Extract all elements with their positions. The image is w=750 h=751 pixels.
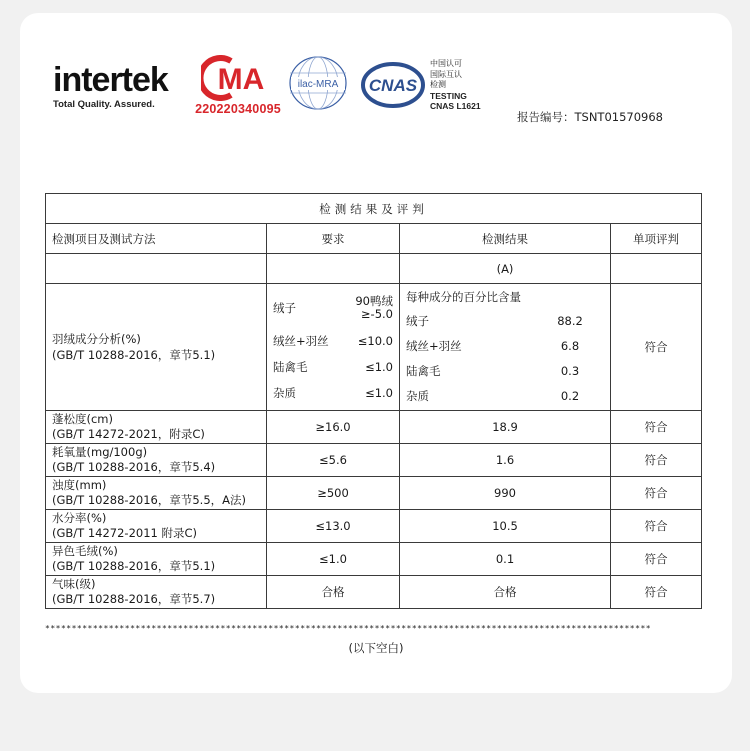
item-name: 蓬松度(cm) bbox=[52, 412, 113, 426]
result-line bbox=[406, 333, 604, 358]
item-method: (GB/T 10288-2016，章节5.1) bbox=[52, 559, 216, 573]
requirement-cell bbox=[267, 284, 400, 411]
cnas-mark-text: CNAS bbox=[368, 76, 418, 95]
column-header-item: 检测项目及测试方法 bbox=[46, 224, 267, 254]
sample-blank-cell bbox=[611, 254, 702, 284]
table-row bbox=[46, 411, 702, 444]
requirement-cell: ≥16.0 bbox=[267, 411, 400, 444]
column-header-requirement: 要求 bbox=[267, 224, 400, 254]
item-name: 羽绒成分分析(%) bbox=[52, 332, 141, 346]
separator-line: ****************************************************************************************************************** bbox=[45, 624, 652, 633]
requirement-list bbox=[273, 288, 399, 406]
intertek-logo bbox=[53, 63, 168, 110]
result-name: 绒丝+羽丝 bbox=[406, 338, 462, 353]
result-cell: 0.1 bbox=[400, 543, 611, 576]
result-cell: 1.6 bbox=[400, 444, 611, 477]
table-row bbox=[46, 543, 702, 576]
table-row bbox=[46, 444, 702, 477]
item-method: (GB/T 10288-2016，章节5.1) bbox=[52, 348, 216, 362]
results-table bbox=[45, 193, 702, 609]
ilac-mra-logo bbox=[287, 55, 349, 115]
cnas-en-line: CNAS L1621 bbox=[430, 101, 481, 111]
requirement-line bbox=[273, 380, 399, 406]
item-name: 异色毛绒(%) bbox=[52, 544, 118, 558]
requirement-cell: ≤13.0 bbox=[267, 510, 400, 543]
cma-logo bbox=[192, 55, 284, 116]
report-card bbox=[20, 13, 732, 693]
item-cell bbox=[46, 576, 267, 609]
intertek-tagline: Total Quality. Assured. bbox=[53, 99, 155, 110]
requirement-cell: ≤1.0 bbox=[267, 543, 400, 576]
result-line bbox=[406, 358, 604, 383]
column-header-verdict: 单项评判 bbox=[611, 224, 702, 254]
intertek-wordmark: intertek bbox=[53, 61, 168, 99]
table-title-row bbox=[46, 194, 702, 224]
requirement-value-line2: ≥-5.0 bbox=[360, 307, 393, 321]
result-value: 0.3 bbox=[560, 363, 580, 378]
verdict-cell: 符合 bbox=[611, 444, 702, 477]
requirement-cell: ≤5.6 bbox=[267, 444, 400, 477]
requirement-name: 陆禽毛 bbox=[273, 360, 308, 374]
result-cell bbox=[400, 284, 611, 411]
cnas-caption bbox=[430, 59, 481, 112]
results-table-wrapper bbox=[45, 193, 701, 609]
blank-below-note: (以下空白) bbox=[348, 641, 404, 655]
item-name: 水分率(%) bbox=[52, 511, 107, 525]
result-line bbox=[406, 308, 604, 333]
item-name: 浊度(mm) bbox=[52, 478, 107, 492]
cnas-mark-icon bbox=[360, 61, 426, 109]
result-value: 0.2 bbox=[560, 388, 580, 403]
table-row-down-analysis bbox=[46, 284, 702, 411]
result-value: 88.2 bbox=[557, 313, 583, 328]
result-line bbox=[406, 383, 604, 408]
requirement-value: ≤1.0 bbox=[365, 385, 393, 400]
sample-label: (A) bbox=[400, 254, 611, 284]
sample-blank-cell bbox=[267, 254, 400, 284]
result-cell: 10.5 bbox=[400, 510, 611, 543]
item-cell bbox=[46, 543, 267, 576]
sample-blank-cell bbox=[46, 254, 267, 284]
item-cell bbox=[46, 284, 267, 411]
requirement-value-line1: 90鸭绒 bbox=[355, 294, 393, 308]
item-method: (GB/T 14272-2021，附录C) bbox=[52, 427, 205, 441]
result-cell: 18.9 bbox=[400, 411, 611, 444]
report-number: 报告编号：TSNT01570968 bbox=[517, 110, 663, 124]
column-header-result: 检测结果 bbox=[400, 224, 611, 254]
table-row bbox=[46, 477, 702, 510]
cma-mark-icon bbox=[201, 55, 275, 101]
cnas-cn-line: 中国认可 bbox=[430, 59, 462, 68]
requirement-line bbox=[273, 354, 399, 380]
table-row bbox=[46, 576, 702, 609]
result-title: 每种成分的百分比含量 bbox=[406, 290, 521, 304]
verdict-cell: 符合 bbox=[611, 510, 702, 543]
cma-number: 220220340095 bbox=[195, 102, 281, 116]
requirement-cell: 合格 bbox=[267, 576, 400, 609]
item-cell bbox=[46, 411, 267, 444]
item-name: 耗氧量(mg/100g) bbox=[52, 445, 148, 459]
requirement-name: 绒子 bbox=[273, 301, 296, 315]
requirement-value: ≤10.0 bbox=[357, 333, 393, 348]
result-cell: 合格 bbox=[400, 576, 611, 609]
item-cell bbox=[46, 510, 267, 543]
sample-row bbox=[46, 254, 702, 284]
result-list bbox=[406, 286, 604, 408]
verdict-cell: 符合 bbox=[611, 576, 702, 609]
requirement-value bbox=[335, 295, 399, 321]
ilac-mra-text: ilac-MRA bbox=[297, 79, 339, 90]
result-name: 杂质 bbox=[406, 388, 429, 403]
item-method: (GB/T 10288-2016，章节5.7) bbox=[52, 592, 216, 606]
result-cell: 990 bbox=[400, 477, 611, 510]
cnas-cn-line: 国际互认 bbox=[430, 69, 462, 79]
table-header-row bbox=[46, 224, 702, 254]
verdict-cell: 符合 bbox=[611, 477, 702, 510]
verdict-cell: 符合 bbox=[611, 543, 702, 576]
table-row bbox=[46, 510, 702, 543]
result-name: 陆禽毛 bbox=[406, 363, 441, 378]
verdict-cell: 符合 bbox=[611, 411, 702, 444]
requirement-name: 绒丝+羽丝 bbox=[273, 334, 329, 348]
requirement-cell: ≥500 bbox=[267, 477, 400, 510]
requirement-line bbox=[273, 328, 399, 354]
item-name: 气味(级) bbox=[52, 577, 96, 591]
cnas-cn-line: 检测 bbox=[430, 80, 446, 89]
item-method: (GB/T 10288-2016，章节5.4) bbox=[52, 460, 216, 474]
cnas-en-line: TESTING bbox=[430, 90, 467, 101]
item-method: (GB/T 14272-2011 附录C) bbox=[52, 526, 198, 540]
result-name: 绒子 bbox=[406, 313, 429, 328]
item-cell bbox=[46, 444, 267, 477]
result-value: 6.8 bbox=[560, 338, 580, 353]
ilac-mra-icon bbox=[287, 55, 349, 111]
verdict-cell: 符合 bbox=[611, 284, 702, 411]
requirement-value: ≤1.0 bbox=[365, 359, 393, 374]
requirement-name: 杂质 bbox=[273, 386, 296, 400]
cma-mark-text: MA bbox=[217, 63, 265, 96]
item-method: (GB/T 10288-2016，章节5.5，A法) bbox=[52, 493, 246, 507]
requirement-line bbox=[273, 288, 399, 328]
table-title: 检测结果及评判 bbox=[46, 194, 702, 224]
cnas-logo bbox=[360, 61, 426, 113]
item-cell bbox=[46, 477, 267, 510]
